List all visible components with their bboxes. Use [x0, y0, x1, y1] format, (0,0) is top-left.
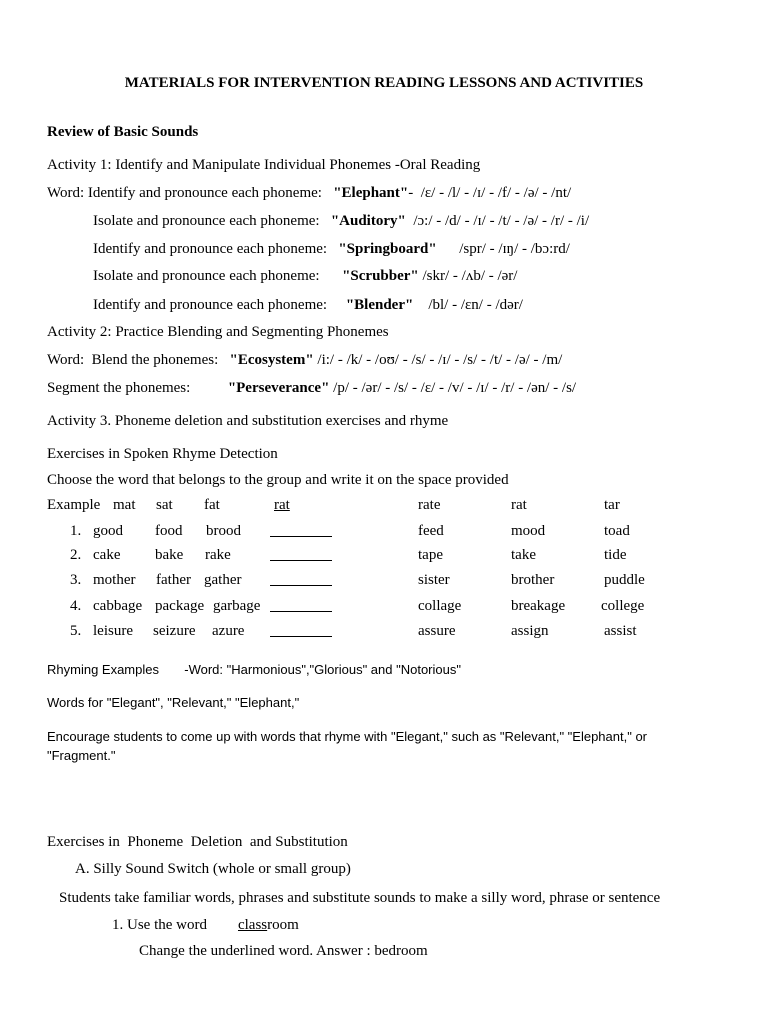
item-choice-2: brother — [511, 572, 555, 588]
item-choice-3: puddle — [604, 572, 645, 588]
item-number: 3. — [70, 572, 82, 588]
activity1-row-1: Word: Identify and pronounce each phoneme: "Elephant"- /ɛ/ - /l/ - /ɪ/ - /f/ - /ə/ - /nt/ — [47, 185, 572, 201]
item-word-1: cake — [93, 547, 121, 563]
item-number: 2. — [70, 547, 82, 563]
activity1-row-4: Isolate and pronounce each phoneme: "Scrubber" /skr/ - /ʌb/ - /ər/ — [93, 268, 518, 284]
example-choice-2: rat — [511, 497, 527, 513]
rhyming-examples-label: Rhyming Examples — [47, 662, 159, 677]
activity1-heading: Activity 1: Identify and Manipulate Individual Phonemes -Oral Reading — [47, 157, 481, 173]
item-number: 5. — [70, 623, 82, 639]
item-word-2: food — [155, 523, 183, 539]
item-word-3: brood — [206, 523, 241, 539]
item-choice-3: toad — [604, 523, 630, 539]
example-label: Example — [47, 497, 101, 513]
item-word-1: cabbage — [93, 598, 143, 614]
activity1-row-5: Identify and pronounce each phoneme: "Blender" /bl/ - /ɛn/ - /dər/ — [93, 297, 523, 313]
answer-blank[interactable] — [270, 522, 332, 542]
activity3-heading: Activity 3. Phoneme deletion and substitution exercises and rhyme — [47, 413, 449, 429]
document-title: MATERIALS FOR INTERVENTION READING LESSONS AND ACTIVITIES — [124, 75, 644, 91]
item-word-2: father — [156, 572, 191, 588]
rhyming-examples-words-line: Words for "Elegant", "Relevant," "Elephant," — [47, 695, 300, 710]
item-word-2: bake — [155, 547, 184, 563]
answer-blank[interactable] — [270, 597, 332, 617]
rhyming-encourage-line-1: Encourage students to come up with words that rhyme with "Elegant," such as "Relevant," "Elephant," or — [47, 729, 647, 744]
silly-sound-switch-description: Students take familiar words, phrases and substitute sounds to make a silly word, phrase or sentence — [59, 890, 661, 906]
item-choice-2: assign — [511, 623, 549, 639]
item-choice-3: assist — [604, 623, 637, 639]
item-choice-1: collage — [418, 598, 462, 614]
deletion-heading: Exercises in Phoneme Deletion and Substitution — [47, 834, 348, 850]
example-choice-3: tar — [604, 497, 620, 513]
item-choice-2: mood — [511, 523, 546, 539]
rhyme-detection-instruction: Choose the word that belongs to the group and write it on the space provided — [47, 472, 509, 488]
item-word-1: mother — [93, 572, 136, 588]
activity2-heading: Activity 2: Practice Blending and Segmenting Phonemes — [47, 324, 389, 340]
rhyming-examples-words: -Word: "Harmonious","Glorious" and "Notorious" — [184, 662, 461, 677]
example-choice-1: rate — [418, 497, 441, 513]
item-choice-3: tide — [604, 547, 627, 563]
item-choice-1: sister — [418, 572, 450, 588]
step-1-instruction: Change the underlined word. Answer : bedroom — [139, 943, 428, 959]
underlined-word-part: class — [237, 917, 268, 933]
step-1-line: 1. Use the word classroom — [112, 917, 299, 933]
item-word-1: good — [93, 523, 123, 539]
activity2-row-2: Segment the phonemes: "Perseverance" /p/ - /ər/ - /s/ - /ɛ/ - /v/ - /ɪ/ - /r/ - /ən/ - /s/ — [47, 380, 577, 396]
rhyming-encourage-line-2: "Fragment." — [47, 748, 116, 763]
item-word-3: garbage — [213, 598, 261, 614]
example-word-3: fat — [204, 497, 220, 513]
activity1-row-2: Isolate and pronounce each phoneme: "Auditory" /ɔ:/ - /d/ - /ɪ/ - /t/ - /ə/ - /r/ - /i/ — [93, 213, 590, 229]
example-word-2: sat — [156, 497, 173, 513]
answer-blank[interactable] — [270, 622, 332, 642]
section-heading-review: Review of Basic Sounds — [47, 124, 199, 140]
rhyme-detection-heading: Exercises in Spoken Rhyme Detection — [47, 446, 278, 462]
item-choice-1: feed — [418, 523, 444, 539]
item-choice-2: take — [511, 547, 536, 563]
example-word-1: mat — [113, 497, 136, 513]
item-choice-2: breakage — [511, 598, 566, 614]
silly-sound-switch-label: A. Silly Sound Switch (whole or small group) — [75, 861, 351, 877]
item-word-3: azure — [212, 623, 245, 639]
item-number: 1. — [70, 523, 82, 539]
item-choice-1: assure — [418, 623, 456, 639]
item-word-3: rake — [205, 547, 231, 563]
activity1-row-3: Identify and pronounce each phoneme: "Springboard" /spr/ - /ɪŋ/ - /bɔ:rd/ — [93, 241, 570, 257]
answer-blank[interactable] — [270, 571, 332, 591]
item-choice-1: tape — [418, 547, 443, 563]
activity2-row-1: Word: Blend the phonemes: "Ecosystem" /i:/ - /k/ - /oʊ/ - /s/ - /ɪ/ - /s/ - /t/ - /ə/ - /m/ — [47, 352, 563, 368]
example-answer: rat — [274, 497, 290, 513]
item-word-1: leisure — [93, 623, 133, 639]
item-word-2: package — [155, 598, 205, 614]
answer-blank[interactable] — [270, 546, 332, 566]
item-word-3: gather — [204, 572, 242, 588]
item-number: 4. — [70, 598, 82, 614]
rhyming-examples-line — [47, 661, 461, 679]
item-choice-3: college — [601, 598, 645, 614]
item-word-2: seizure — [153, 623, 196, 639]
